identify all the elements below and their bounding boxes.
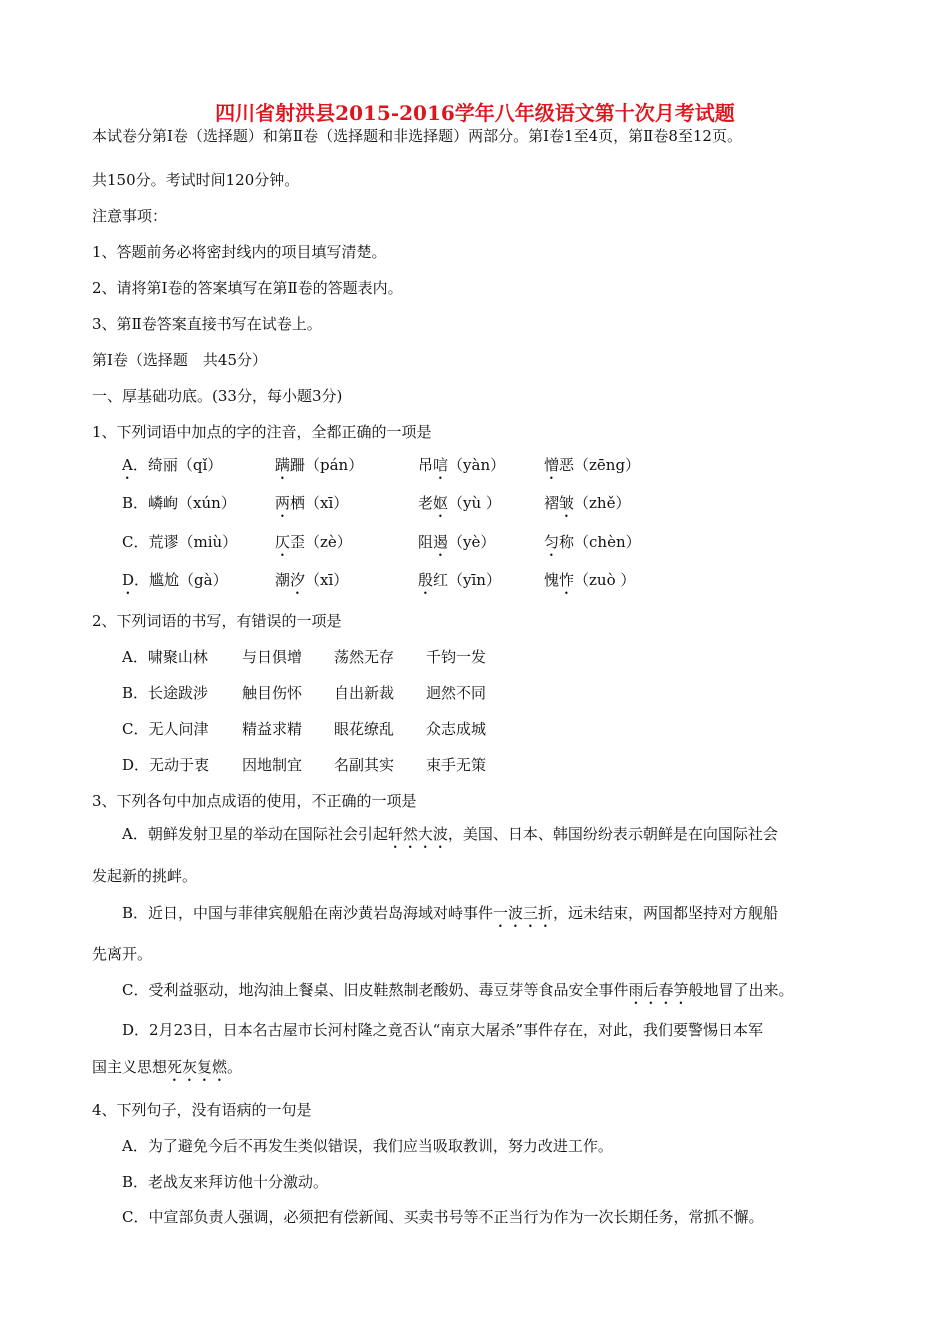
emphasized-char: 憎 [544,456,560,474]
exam-title: 四川省射洪县2015-2016学年八年级语文第十次月考试题 [215,101,735,125]
q1-c-word-1: C．荒谬（miù） [122,533,238,551]
emphasized-char: 唁 [433,456,449,474]
q2-c-word-4: 众志成城 [426,720,487,738]
q2-b-word-4: 迥然不同 [426,684,487,702]
q3-stem: 3、下列各句中加点成语的使用，不正确的一项是 [92,792,417,810]
q4-option-a: A．为了避免今后不再发生类似错误，我们应当吸取教训，努力改进工作。 [122,1137,613,1155]
q1-stem: 1、下列词语中加点的字的注音，全都正确的一项是 [92,423,432,441]
q3-d-post: 。 [227,1058,243,1076]
emphasized-char: D [122,571,135,589]
q1-d-word-4: 愧怍（zuò ） [544,571,636,589]
emphasized-char: ． [133,494,149,512]
intro-line-2: 共150分。考试时间120分钟。 [92,171,300,189]
q2-b-word-3: 自出新裁 [334,684,395,702]
emphasized-char: 怍 [559,571,575,589]
q1-c-word-3: 阻遏（yè） [418,533,496,551]
q1-c-word-4: 匀称（chèn） [544,533,641,551]
q3-option-b-line-1 [122,903,778,931]
emphasized-char: 殷 [418,571,434,589]
q3-a-idiom: 轩然大波 [387,825,448,843]
q3-a-post: ，美国、日本、韩国纷纷表示朝鲜是在向国际社会 [447,825,778,843]
note-item-1: 1、答题前务必将密封线内的项目填写清楚。 [92,243,387,261]
q3-option-d-line-1: D．2月23日，日本名古屋市长河村隆之竟否认“南京大屠杀”事件存在，对此，我们要警惕日本军 [122,1021,763,1039]
q1-a-word-1: A．绮丽（qǐ） [122,456,223,474]
intro-line-1: 本试卷分第Ⅰ卷（选择题）和第Ⅱ卷（选择题和非选择题）两部分。第Ⅰ卷1至4页，第Ⅱ卷8至12页。 [92,127,742,145]
q1-b-word-4: 褶皱（zhě） [544,494,631,512]
q2-a-word-2: 与日俱增 [242,648,303,666]
emphasized-char: 妪 [433,494,449,512]
part1-heading: 第Ⅰ卷（选择题 共45分） [92,351,268,369]
q4-option-c: C．中宣部负责人强调，必须把有偿新闻、买卖书号等不正当行为作为一次长期任务，常抓不懈。 [122,1208,764,1226]
q2-c-word-3: 眼花缭乱 [334,720,395,738]
q3-option-b-line-2: 先离开。 [92,945,153,963]
q1-a-word-3: 吊唁（yàn） [418,456,506,474]
q3-b-idiom: 一波三折 [493,904,554,922]
q1-a-word-2: 蹒跚（pán） [275,456,364,474]
emphasized-char: 汐 [290,571,306,589]
emphasized-char: 仄 [275,533,291,551]
q4-stem: 4、下列句子，没有语病的一句是 [92,1101,312,1119]
q1-d-word-1: D．尴尬（gà） [122,571,228,589]
q3-option-a-line-1 [122,824,778,852]
q2-b-word-2: 触目伤怀 [242,684,303,702]
emphasized-char: 两 [275,494,291,512]
q3-b-pre: B．近日，中国与菲律宾舰船在南沙黄岩岛海域对峙事件 [122,904,494,922]
q1-c-word-2: 仄歪（zè） [275,533,352,551]
q2-a-word-1: A．啸聚山林 [122,648,208,666]
q2-d-word-1: D．无动于衷 [122,756,210,774]
emphasized-char: 皱 [559,494,575,512]
emphasized-char: 匀 [544,533,560,551]
emphasized-char: A [122,456,133,474]
note-item-2: 2、请将第Ⅰ卷的答案填写在第Ⅱ卷的答题表内。 [92,279,403,297]
q1-b-word-2: 两栖（xī） [275,494,349,512]
q3-d-pre: 国主义思想 [92,1058,168,1076]
q3-option-c-line-1 [122,980,794,1008]
q2-d-word-2: 因地制宜 [242,756,303,774]
q3-b-post: ，远未结束，两国都坚持对方舰船 [553,904,779,922]
q3-c-idiom: 雨后春笋 [628,981,689,999]
q1-a-word-4: 憎恶（zēng） [544,456,641,474]
section-heading: 一、厚基础功底。(33分，每小题3分) [92,387,343,405]
q2-stem: 2、下列词语的书写，有错误的一项是 [92,612,342,630]
q1-b-word-3: 老妪（yù ） [418,494,501,512]
q3-c-post: 般地冒了出来。 [688,981,794,999]
q2-b-word-1: B．长途跋涉 [122,684,209,702]
q1-d-word-2: 潮汐（xī） [275,571,349,589]
q2-d-word-3: 名副其实 [334,756,395,774]
q2-c-word-2: 精益求精 [242,720,303,738]
emphasized-char: 遏 [433,533,449,551]
q1-d-word-3: 殷红（yīn） [418,571,501,589]
q3-option-d-line-2 [92,1057,242,1085]
emphasized-char: 蹒 [275,456,291,474]
notes-heading: 注意事项： [92,207,168,225]
q3-option-a-line-2: 发起新的挑衅。 [92,867,198,885]
q2-d-word-4: 束手无策 [426,756,487,774]
q4-option-b: B．老战友来拜访他十分激动。 [122,1173,329,1191]
q3-d-idiom: 死灰复燃 [167,1058,228,1076]
q2-c-word-1: C．无人问津 [122,720,209,738]
emphasized-char: ． [133,533,149,551]
q2-a-word-3: 荡然无存 [334,648,395,666]
q3-c-pre: C．受利益驱动，地沟油上餐桌、旧皮鞋熬制老酸奶、毒豆芽等食品安全事件 [122,981,629,999]
note-item-3: 3、第Ⅱ卷答案直接书写在试卷上。 [92,315,322,333]
q1-b-word-1: B．嶙峋（xún） [122,494,236,512]
q2-a-word-4: 千钧一发 [426,648,487,666]
q3-a-pre: A．朝鲜发射卫星的举动在国际社会引起 [122,825,388,843]
